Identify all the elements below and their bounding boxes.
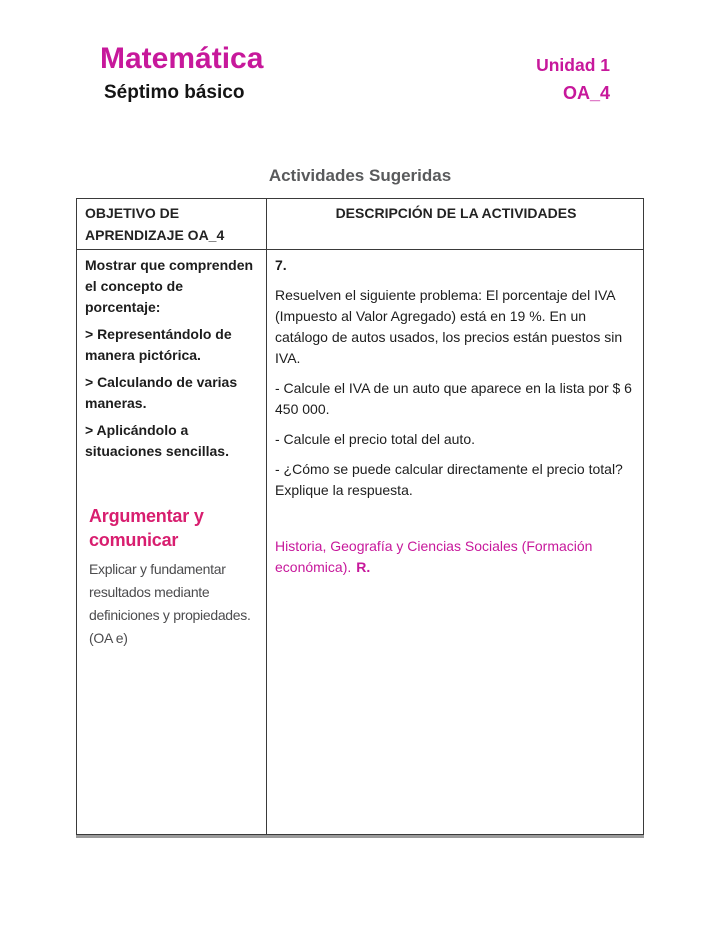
table-body-row	[77, 250, 644, 835]
document-header	[0, 0, 720, 104]
cross-reference-text: Historia, Geografía y Ciencias Sociales (Formación económica).	[275, 538, 593, 575]
section-title: Actividades Sugeridas	[268, 166, 452, 185]
objective-paragraph: > Representándolo de manera pictórica.	[85, 326, 232, 363]
activities-table	[76, 198, 644, 835]
header-right-block	[536, 55, 610, 104]
objective-paragraph: Mostrar que comprenden el concepto de porcentaje:	[85, 257, 254, 315]
unit-label: Unidad 1	[536, 55, 610, 75]
cross-reference-mark: R.	[356, 559, 371, 575]
skill-description: Explicar y fundamentar resultados mediante definiciones y propiedades. (OA e)	[89, 561, 251, 646]
objective-paragraph: > Calculando de varias maneras.	[85, 374, 238, 411]
objective-cell	[77, 250, 267, 835]
activity-number: 7.	[275, 257, 287, 273]
grade-subtitle: Séptimo básico	[104, 82, 245, 103]
activity-bullet: - ¿Cómo se puede calcular directamente el precio total? Explique la respuesta.	[275, 461, 623, 498]
subject-title: Matemática	[100, 42, 264, 75]
table-header-row	[77, 199, 644, 250]
header-left-block	[100, 42, 263, 104]
skill-heading: Argumentar y comunicar	[89, 506, 204, 550]
activity-bullet: - Calcule el precio total del auto.	[275, 431, 475, 447]
activity-intro: Resuelven el siguiente problema: El porcentaje del IVA (Impuesto al Valor Agregado) está en 19 %. En un catálogo de autos usados, los precios están puestos sin IVA.	[275, 287, 623, 366]
oa-code-label: OA_4	[562, 83, 610, 103]
objective-column-header: OBJETIVO DE APRENDIZAJE OA_4	[77, 199, 267, 250]
description-cell	[267, 250, 644, 835]
description-column-header: DESCRIPCIÓN DE LA ACTIVIDADES	[267, 199, 644, 250]
activity-bullet: - Calcule el IVA de un auto que aparece en la lista por $ 6 450 000.	[275, 380, 632, 417]
objective-paragraph: > Aplicándolo a situaciones sencillas.	[85, 422, 229, 459]
cross-reference	[275, 536, 637, 578]
